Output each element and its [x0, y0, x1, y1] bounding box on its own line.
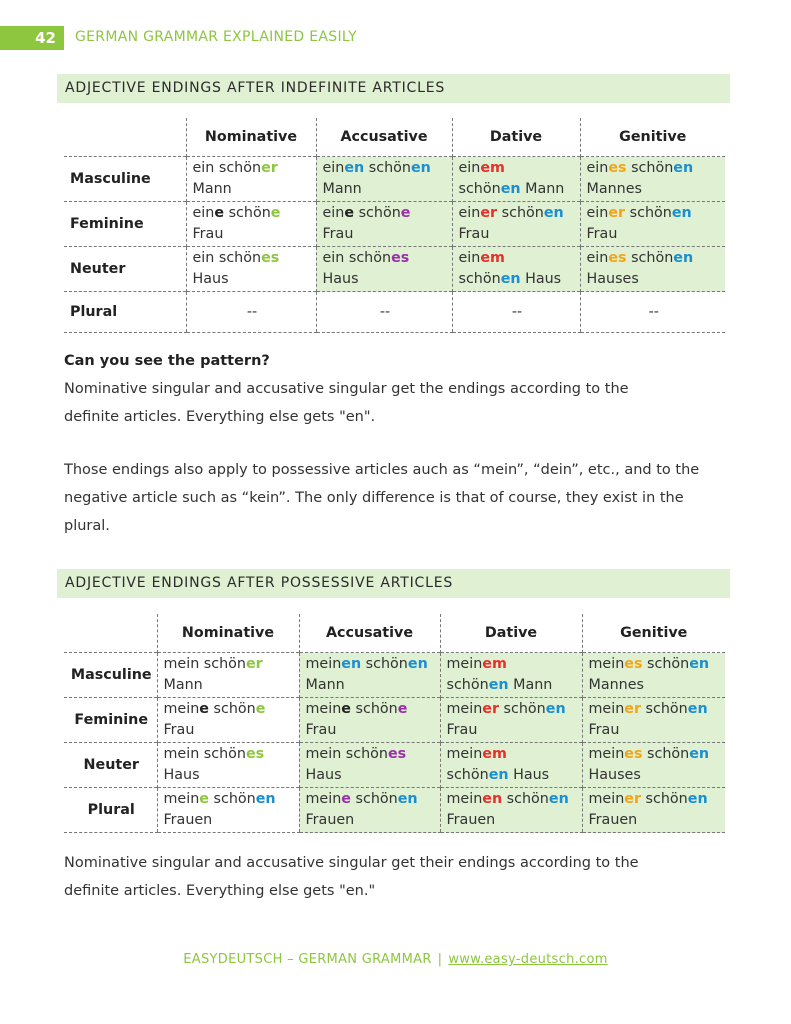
table-cell: [582, 788, 725, 833]
table-cell: [316, 202, 452, 247]
adjective-ending: er: [624, 701, 642, 717]
table-row: [64, 743, 725, 788]
word-segment: schön: [641, 701, 688, 717]
row-header-plural: Plural: [64, 292, 186, 333]
word-segment: Frauen: [305, 812, 355, 828]
word-segment: mein: [163, 701, 200, 717]
table-cell: [440, 653, 582, 698]
column-header-genitive: Genitive: [582, 614, 725, 653]
adjective-ending: en: [397, 791, 418, 807]
question-heading: Can you see the pattern?: [64, 353, 270, 369]
cell-line: [323, 179, 448, 200]
table-cell: [186, 202, 316, 247]
adjective-ending: en: [687, 791, 708, 807]
empty-plural-cell: --: [580, 292, 725, 333]
word-segment: mein: [588, 746, 625, 762]
cell-line: [306, 789, 436, 810]
column-header-nominative: Nominative: [157, 614, 299, 653]
adjective-ending: es: [387, 746, 407, 762]
word-segment: schön: [446, 677, 489, 693]
adjective-ending: es: [624, 656, 643, 672]
cell-line: [587, 158, 722, 179]
cell-line: [323, 203, 448, 224]
table-cell: [452, 157, 580, 202]
table-row: [64, 157, 725, 202]
word-segment: ein: [192, 205, 215, 221]
paragraph-2-line: plural.: [64, 518, 110, 534]
adjective-ending: en: [488, 677, 509, 693]
word-segment: schön: [502, 791, 549, 807]
adjective-ending: en: [673, 160, 694, 176]
cell-line: [587, 224, 722, 245]
table-cell: [186, 247, 316, 292]
empty-plural-cell: --: [186, 292, 316, 333]
cell-line: [447, 720, 578, 741]
adjective-ending: em: [480, 250, 505, 266]
word-segment: Frauen: [163, 812, 213, 828]
column-header-nominative: Nominative: [186, 118, 316, 157]
word-segment: schön: [361, 656, 408, 672]
adjective-ending: er: [261, 160, 278, 176]
word-segment: schön: [642, 656, 690, 672]
table-cell: [186, 157, 316, 202]
cell-line: [447, 699, 578, 720]
paragraph-1-line: Nominative singular and accusative singular get the endings according to the: [64, 381, 629, 397]
table-cell: [580, 247, 725, 292]
word-segment: Frau: [458, 226, 490, 242]
adjective-ending: e: [400, 205, 411, 221]
adjective-ending: en: [407, 656, 428, 672]
word-segment: mein schön: [305, 746, 388, 762]
table-cell: [452, 247, 580, 292]
word-segment: schön: [350, 701, 398, 717]
adjective-ending: en: [548, 791, 569, 807]
footer-separator: |: [437, 952, 443, 967]
explanation-block: [64, 347, 734, 540]
cell-line: [193, 179, 312, 200]
adjective-ending: es: [391, 250, 410, 266]
cell-line: [447, 765, 578, 786]
word-segment: mein: [446, 791, 483, 807]
column-header-accusative: Accusative: [316, 118, 452, 157]
adjective-ending: em: [480, 160, 505, 176]
footer: [0, 952, 791, 967]
cell-line: [306, 654, 436, 675]
word-segment: mein: [446, 701, 483, 717]
adjective-ending: e: [344, 205, 355, 221]
cell-line: [164, 675, 295, 696]
adjective-ending: er: [245, 656, 263, 672]
cell-line: [447, 789, 578, 810]
cell-line: [589, 699, 722, 720]
word-segment: Haus: [192, 271, 229, 287]
cell-line: [459, 158, 576, 179]
word-segment: mein: [305, 656, 342, 672]
cell-line: [193, 158, 312, 179]
word-segment: mein: [163, 791, 200, 807]
word-segment: Frau: [305, 722, 337, 738]
word-segment: Haus: [508, 767, 550, 783]
word-segment: schön: [364, 160, 411, 176]
adjective-ending: e: [341, 791, 351, 807]
table-cell: [452, 202, 580, 247]
adjective-ending: er: [482, 701, 500, 717]
website-link[interactable]: www.easy-deutsch.com: [448, 952, 608, 967]
word-segment: Frau: [322, 226, 354, 242]
adjective-ending: en: [689, 656, 710, 672]
word-segment: mein: [588, 791, 625, 807]
table-cell: [440, 743, 582, 788]
table-cell: [157, 788, 299, 833]
cell-line: [164, 744, 295, 765]
row-header-feminine: Feminine: [64, 202, 186, 247]
adjective-ending: en: [671, 205, 692, 221]
word-segment: schön: [458, 181, 501, 197]
adjective-ending: en: [482, 791, 503, 807]
cell-line: [459, 224, 576, 245]
table-cell: [316, 157, 452, 202]
cell-line: [323, 224, 448, 245]
adjective-ending: e: [199, 701, 209, 717]
paragraph-2: [64, 456, 734, 540]
adjective-ending: en: [488, 767, 509, 783]
cell-line: [164, 810, 295, 831]
table-row: [64, 653, 725, 698]
adjective-ending: en: [344, 160, 365, 176]
word-segment: Frauen: [446, 812, 496, 828]
cell-line: [447, 744, 578, 765]
table-cell: [580, 202, 725, 247]
table-cell: [157, 698, 299, 743]
paragraph-1: [64, 375, 734, 431]
closing-paragraph: [64, 849, 734, 905]
word-segment: ein schön: [192, 250, 262, 266]
column-header-dative: Dative: [440, 614, 582, 653]
column-header-dative: Dative: [452, 118, 580, 157]
closing-line: definite articles. Everything else gets "en.": [64, 883, 376, 899]
cell-line: [164, 789, 295, 810]
cell-line: [193, 248, 312, 269]
cell-line: [459, 248, 576, 269]
word-segment: Frau: [446, 722, 478, 738]
table-header-row: [64, 614, 725, 653]
word-segment: schön: [446, 767, 489, 783]
cell-line: [589, 720, 722, 741]
adjective-ending: em: [482, 746, 507, 762]
word-segment: Mann: [322, 181, 362, 197]
closing-line: Nominative singular and accusative singular get their endings according to the: [64, 855, 639, 871]
row-header-neuter: Neuter: [64, 743, 157, 788]
cell-line: [587, 269, 722, 290]
adjective-ending: es: [608, 160, 627, 176]
word-segment: ein: [458, 205, 481, 221]
page-number: 42: [0, 26, 64, 50]
empty-plural-cell: --: [452, 292, 580, 333]
adjective-ending: en: [673, 250, 694, 266]
table-cell: [316, 247, 452, 292]
cell-line: [164, 654, 295, 675]
word-segment: mein: [305, 701, 342, 717]
word-segment: Mann: [192, 181, 232, 197]
table-row: [64, 202, 725, 247]
cell-line: [306, 720, 436, 741]
cell-line: [323, 248, 448, 269]
word-segment: ein: [458, 160, 481, 176]
cell-line: [459, 269, 576, 290]
table-row: [64, 292, 725, 333]
word-segment: ein: [586, 205, 609, 221]
word-segment: ein: [322, 160, 345, 176]
adjective-ending: es: [245, 746, 265, 762]
section-title-indefinite: ADJECTIVE ENDINGS AFTER INDEFINITE ARTICLES: [57, 74, 730, 103]
word-segment: ein schön: [192, 160, 262, 176]
word-segment: schön: [208, 701, 256, 717]
adjective-ending: en: [545, 701, 566, 717]
word-segment: Mann: [508, 677, 553, 693]
table-cell: [582, 743, 725, 788]
cell-line: [306, 765, 436, 786]
word-segment: Hauses: [588, 767, 641, 783]
cell-line: [164, 720, 295, 741]
adjective-ending: e: [341, 701, 351, 717]
row-header-plural: Plural: [64, 788, 157, 833]
table-cell: [440, 788, 582, 833]
word-segment: Frau: [192, 226, 224, 242]
word-segment: mein schön: [163, 746, 246, 762]
cell-line: [589, 765, 722, 786]
row-header-neuter: Neuter: [64, 247, 186, 292]
word-segment: mein schön: [163, 656, 246, 672]
corner-cell: [64, 614, 157, 653]
word-segment: mein: [305, 791, 342, 807]
paragraph-2-line: Those endings also apply to possessive articles auch as “mein”, “dein”, etc., and to the: [64, 462, 700, 478]
cell-line: [587, 179, 722, 200]
table-cell: [582, 698, 725, 743]
cell-line: [447, 810, 578, 831]
table-row: [64, 698, 725, 743]
column-header-accusative: Accusative: [299, 614, 440, 653]
word-segment: schön: [497, 205, 544, 221]
row-header-masculine: Masculine: [64, 157, 186, 202]
cell-line: [459, 179, 576, 200]
adjective-ending: er: [624, 791, 642, 807]
word-segment: Frau: [588, 722, 620, 738]
cell-line: [306, 810, 436, 831]
possessive-articles-table: [64, 614, 725, 833]
adjective-ending: e: [214, 205, 225, 221]
word-segment: Haus: [163, 767, 200, 783]
cell-line: [193, 269, 312, 290]
word-segment: Haus: [520, 271, 562, 287]
adjective-ending: em: [482, 656, 507, 672]
word-segment: schön: [499, 701, 546, 717]
word-segment: schön: [626, 250, 674, 266]
adjective-ending: en: [500, 181, 521, 197]
cell-line: [589, 810, 722, 831]
table-cell: [582, 653, 725, 698]
word-segment: schön: [354, 205, 401, 221]
word-segment: mein: [588, 656, 625, 672]
footer-title: EASYDEUTSCH – GERMAN GRAMMAR: [183, 952, 432, 967]
cell-line: [193, 203, 312, 224]
section-title-possessive: ADJECTIVE ENDINGS AFTER POSSESSIVE ARTICLES: [57, 569, 730, 598]
word-segment: Frau: [586, 226, 618, 242]
cell-line: [447, 675, 578, 696]
cell-line: [306, 675, 436, 696]
word-segment: Frau: [163, 722, 195, 738]
adjective-ending: en: [255, 791, 276, 807]
table-row: [64, 788, 725, 833]
row-header-masculine: Masculine: [64, 653, 157, 698]
word-segment: schön: [625, 205, 672, 221]
word-segment: mein: [446, 746, 483, 762]
word-segment: Mann: [520, 181, 565, 197]
column-header-genitive: Genitive: [580, 118, 725, 157]
cell-line: [447, 654, 578, 675]
table-row: [64, 247, 725, 292]
adjective-ending: e: [270, 205, 281, 221]
table-cell: [299, 743, 440, 788]
row-header-feminine: Feminine: [64, 698, 157, 743]
table-cell: [157, 743, 299, 788]
word-segment: Haus: [305, 767, 342, 783]
word-segment: Frauen: [588, 812, 638, 828]
cell-line: [587, 248, 722, 269]
word-segment: mein: [446, 656, 483, 672]
empty-plural-cell: --: [316, 292, 452, 333]
cell-line: [589, 789, 722, 810]
word-segment: ein: [586, 250, 609, 266]
adjective-ending: en: [410, 160, 431, 176]
word-segment: Mann: [163, 677, 203, 693]
word-segment: ein schön: [322, 250, 392, 266]
word-segment: Haus: [322, 271, 359, 287]
word-segment: ein: [322, 205, 345, 221]
cell-line: [306, 699, 436, 720]
word-segment: mein: [588, 701, 625, 717]
cell-line: [323, 158, 448, 179]
word-segment: schön: [224, 205, 271, 221]
cell-line: [193, 224, 312, 245]
word-segment: ein: [458, 250, 481, 266]
table-cell: [299, 788, 440, 833]
word-segment: ein: [586, 160, 609, 176]
cell-line: [587, 203, 722, 224]
table-cell: [157, 653, 299, 698]
word-segment: schön: [626, 160, 674, 176]
cell-line: [164, 765, 295, 786]
cell-line: [589, 744, 722, 765]
table-cell: [299, 653, 440, 698]
word-segment: schön: [458, 271, 501, 287]
word-segment: Mannes: [586, 181, 642, 197]
table-cell: [299, 698, 440, 743]
table-header-row: [64, 118, 725, 157]
adjective-ending: en: [500, 271, 521, 287]
word-segment: Mannes: [588, 677, 644, 693]
cell-line: [589, 675, 722, 696]
adjective-ending: es: [261, 250, 280, 266]
word-segment: Mann: [305, 677, 345, 693]
cell-line: [164, 699, 295, 720]
word-segment: schön: [641, 791, 688, 807]
adjective-ending: en: [687, 701, 708, 717]
indefinite-articles-table: [64, 118, 725, 333]
cell-line: [459, 203, 576, 224]
word-segment: schön: [350, 791, 398, 807]
word-segment: Hauses: [586, 271, 639, 287]
adjective-ending: en: [543, 205, 564, 221]
adjective-ending: e: [397, 701, 408, 717]
adjective-ending: e: [255, 701, 266, 717]
table-cell: [580, 157, 725, 202]
adjective-ending: en: [341, 656, 362, 672]
cell-line: [589, 654, 722, 675]
paragraph-2-line: negative article such as “kein”. The only difference is that of course, they exist in the: [64, 490, 684, 506]
word-segment: schön: [642, 746, 690, 762]
adjective-ending: er: [480, 205, 498, 221]
cell-line: [323, 269, 448, 290]
adjective-ending: es: [608, 250, 627, 266]
adjective-ending: e: [199, 791, 209, 807]
running-title: GERMAN GRAMMAR EXPLAINED EASILY: [75, 29, 357, 45]
word-segment: schön: [208, 791, 256, 807]
cell-line: [306, 744, 436, 765]
corner-cell: [64, 118, 186, 157]
table-cell: [440, 698, 582, 743]
adjective-ending: en: [689, 746, 710, 762]
paragraph-1-line: definite articles. Everything else gets "en".: [64, 409, 376, 425]
adjective-ending: es: [624, 746, 643, 762]
adjective-ending: er: [608, 205, 626, 221]
